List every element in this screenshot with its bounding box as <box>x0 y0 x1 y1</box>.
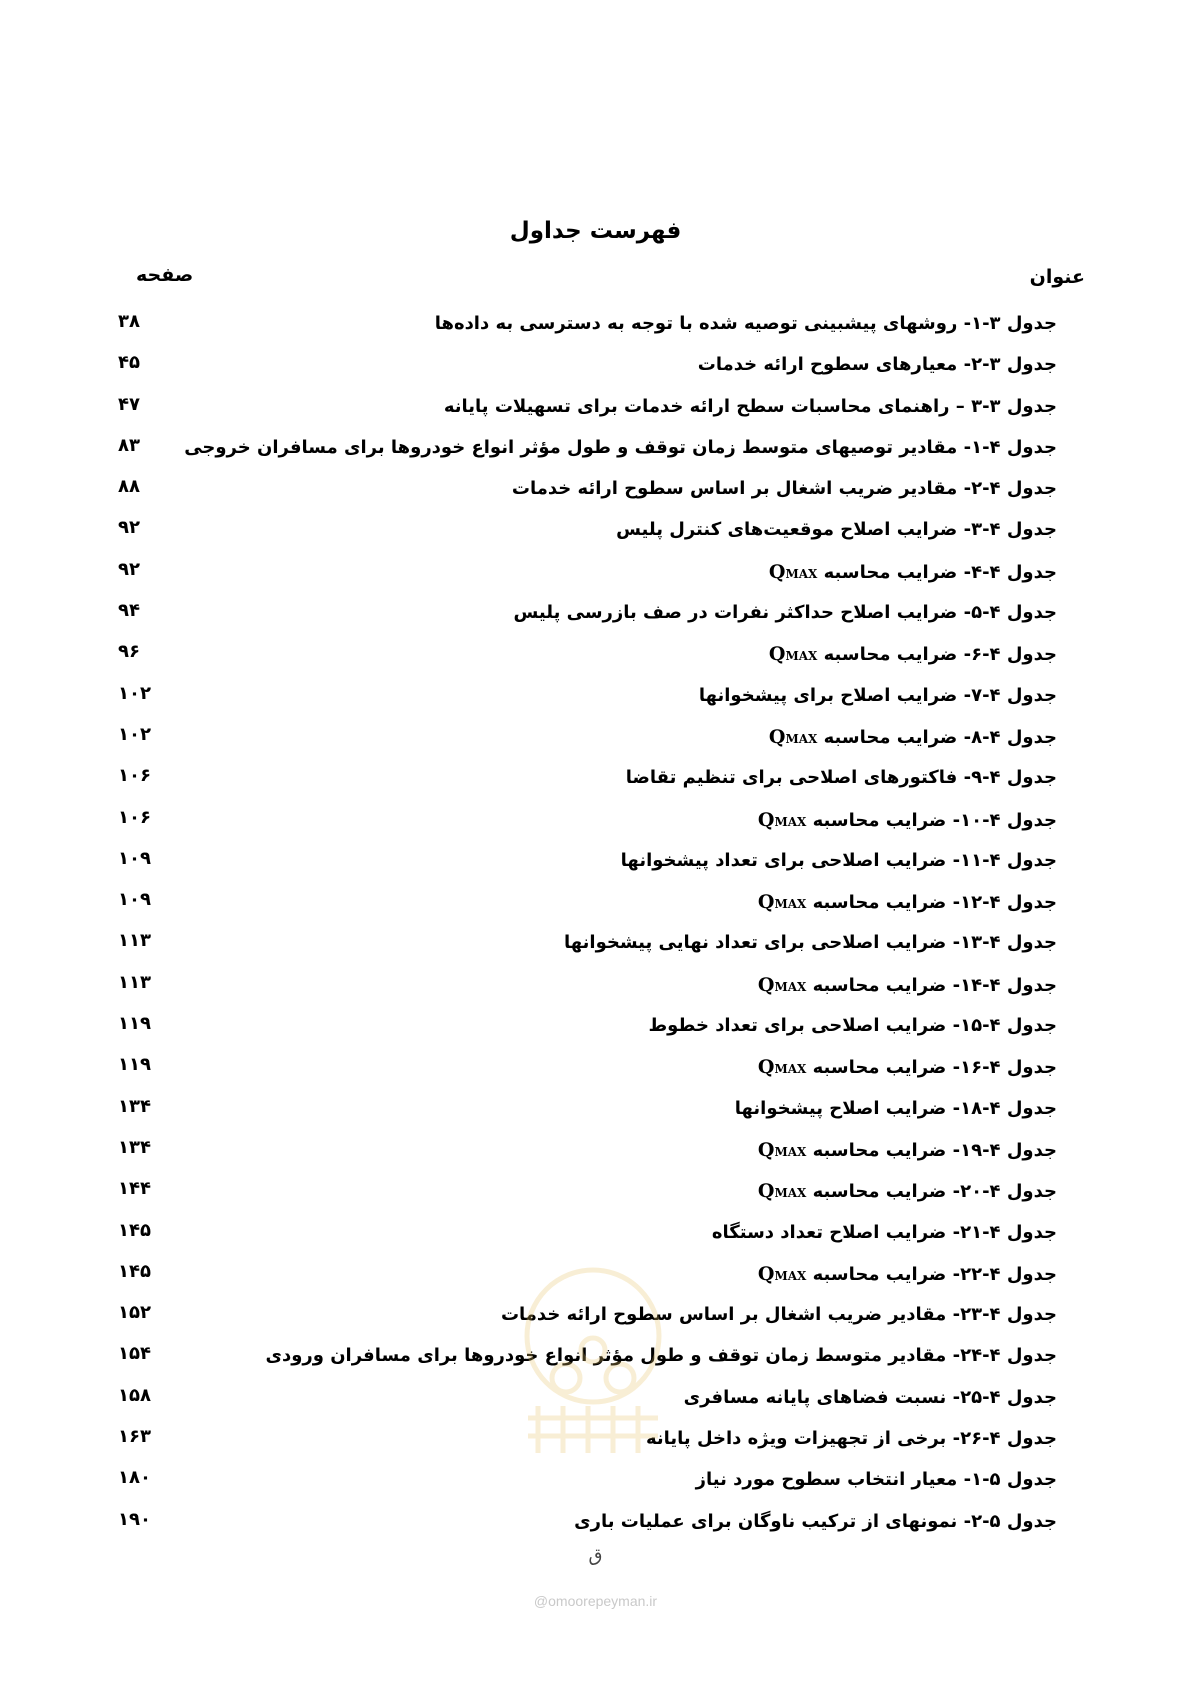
toc-entry-page: ۱۰۶ <box>118 806 151 828</box>
qmax-letter: Q <box>768 560 786 583</box>
toc-entry-text: روشهای پیشبینی توصیه شده با توجه به دسترسی به داده‌ها <box>434 313 958 334</box>
qmax-subscript: MAX <box>785 731 818 746</box>
toc-entry-text: ضرایب محاسبه <box>812 1057 947 1079</box>
toc-entry[interactable] <box>118 801 1057 842</box>
toc-entry-page: ۱۸۰ <box>118 1467 151 1489</box>
toc-entry-text: فاکتورهای اصلاحی برای تنظیم تقاضا <box>625 767 958 789</box>
toc-entry-title <box>712 1218 1057 1248</box>
toc-entry-title <box>769 722 1057 754</box>
qmax-subscript: MAX <box>774 1186 807 1201</box>
toc-entry[interactable] <box>118 1379 1057 1420</box>
toc-entry-page: ۹۲ <box>118 517 140 539</box>
toc-entry[interactable] <box>118 1090 1057 1131</box>
toc-entry[interactable] <box>118 1172 1057 1213</box>
toc-entry-prefix: جدول ۴-۵- <box>957 602 1057 624</box>
toc-entry-text: ضرایب اصلاحی برای تعداد پیشخوانها <box>620 849 947 871</box>
toc-entry[interactable] <box>118 1296 1057 1337</box>
toc-entry-title <box>648 1011 1057 1041</box>
qmax-subscript: MAX <box>774 814 807 829</box>
toc-entry[interactable] <box>118 1337 1057 1378</box>
toc-entry-page: ۱۰۶ <box>118 765 151 787</box>
toc-entry-text: ضرایب محاسبه <box>812 892 947 914</box>
toc-entry-prefix: جدول ۴-۶- <box>957 644 1057 666</box>
qmax-letter: Q <box>768 643 786 666</box>
toc-entry-prefix: جدول ۴-۴- <box>957 561 1057 583</box>
toc-entry[interactable] <box>118 429 1057 470</box>
toc-entry-title <box>616 515 1057 545</box>
qmax-letter: Q <box>757 808 775 831</box>
qmax-symbol <box>758 887 806 919</box>
toc-entry-text: ضرایب محاسبه <box>823 726 958 748</box>
toc-entry-page: ۱۱۳ <box>118 930 151 952</box>
toc-entry-prefix: جدول ۴-۱۹- <box>946 1139 1057 1161</box>
toc-entry-text: راهنمای محاسبات سطح ارائه خدمات برای تسهیلات پایانه <box>443 395 950 417</box>
qmax-subscript: MAX <box>785 566 818 581</box>
toc-entry-prefix: جدول ۴-۲۵- <box>946 1386 1057 1408</box>
toc-entry-text: مقادیر ضریب اشغال بر اساس سطوح ارائه خدمات <box>511 478 958 500</box>
toc-entry-title <box>646 1424 1057 1454</box>
toc-entry[interactable] <box>118 1214 1057 1255</box>
qmax-symbol <box>769 557 817 589</box>
toc-entry-page: ۴۵ <box>118 352 140 374</box>
qmax-letter: Q <box>768 725 786 748</box>
toc-entry-prefix: جدول ۴-۱۵- <box>946 1015 1057 1037</box>
toc-entry-title <box>564 928 1057 958</box>
toc-entry-title <box>184 433 1057 463</box>
toc-entry-title <box>769 557 1057 589</box>
toc-entry[interactable] <box>118 1255 1057 1296</box>
toc-entry-prefix: جدول ۴-۲۶- <box>946 1428 1057 1450</box>
toc-entry[interactable] <box>118 346 1057 387</box>
toc-entry-page: ۱۴۴ <box>118 1178 151 1200</box>
toc-entry-text: مقادیر متوسط زمان توقف و طول مؤثر انواع خودروها برای مسافران ورودی <box>265 1345 947 1367</box>
table-of-tables-list <box>118 305 1057 1544</box>
toc-entry-prefix: جدول ۴-۷- <box>957 684 1057 706</box>
toc-entry-page: ۱۱۹ <box>118 1013 151 1035</box>
qmax-symbol <box>769 722 817 754</box>
toc-entry-page: ۱۴۵ <box>118 1260 151 1282</box>
toc-entry[interactable] <box>118 1131 1057 1172</box>
toc-entry-text: ضرایب اصلاح موقعیت‌های کنترل پلیس <box>616 519 958 541</box>
toc-entry[interactable] <box>118 718 1057 759</box>
toc-entry-title <box>265 1341 1057 1371</box>
toc-entry-text: معیارهای سطوح ارائه خدمات <box>697 354 958 376</box>
qmax-symbol <box>758 805 806 837</box>
toc-entry-title <box>435 309 1057 339</box>
toc-entry-text: نمونهای از ترکیب ناوگان برای عملیات باری <box>574 1510 958 1532</box>
toc-entry-title <box>501 1300 1057 1330</box>
toc-entry-title <box>621 846 1057 876</box>
toc-entry-text: ضرایب اصلاح تعداد دستگاه <box>711 1221 947 1243</box>
toc-entry-page: ۱۳۴ <box>118 1136 151 1158</box>
toc-entry-text: ضرایب محاسبه <box>812 974 947 996</box>
toc-entry-page: ۱۶۳ <box>118 1426 151 1448</box>
toc-entry[interactable] <box>118 1503 1057 1544</box>
toc-entry-page: ۱۹۰ <box>118 1508 151 1530</box>
toc-entry[interactable] <box>118 759 1057 800</box>
toc-entry-page: ۴۷ <box>118 393 140 415</box>
toc-entry-prefix: جدول ۴-۳- <box>957 519 1057 541</box>
qmax-subscript: MAX <box>774 897 807 912</box>
toc-entry-page: ۸۳ <box>118 434 140 456</box>
toc-entry-prefix: جدول ۴-۱۸- <box>946 1097 1057 1119</box>
toc-entry-page: ۱۳۴ <box>118 1095 151 1117</box>
toc-entry-prefix: جدول ۴-۲۲- <box>946 1263 1057 1285</box>
toc-entry-text: نسبت فضاهای پایانه مسافری <box>683 1386 947 1408</box>
toc-entry-title <box>626 763 1057 793</box>
toc-entry[interactable] <box>118 594 1057 635</box>
toc-entry-prefix: جدول ۴-۹- <box>957 767 1057 789</box>
toc-entry-prefix: جدول ۴-۲۰- <box>946 1181 1057 1203</box>
site-url-watermark: @omoorepeyman.ir <box>533 1593 658 1609</box>
toc-entry-page: ۹۲ <box>118 558 140 580</box>
toc-entry-text: برخی از تجهیزات ویژه داخل پایانه <box>645 1428 947 1450</box>
toc-entry-title <box>699 681 1057 711</box>
page-number: ق <box>588 1545 603 1566</box>
toc-entry-title <box>758 805 1057 837</box>
toc-entry-page: ۱۰۹ <box>118 847 151 869</box>
qmax-symbol <box>758 970 806 1002</box>
toc-entry-title <box>769 639 1057 671</box>
toc-entry-prefix: جدول ۴-۱- <box>957 436 1057 458</box>
qmax-letter: Q <box>757 1138 775 1161</box>
toc-entry-page: ۹۴ <box>118 600 140 622</box>
toc-entry-prefix: جدول ۴-۱۰- <box>946 809 1057 831</box>
toc-entry-page: ۳۸ <box>118 311 140 332</box>
toc-entry-prefix: جدول ۴-۲۱- <box>946 1221 1057 1243</box>
qmax-letter: Q <box>757 891 775 914</box>
toc-entry-prefix: جدول ۴-۲۴- <box>946 1345 1057 1367</box>
toc-entry-prefix: جدول ۴-۲۳- <box>946 1304 1057 1326</box>
toc-entry-text: مقادیر توصیهای متوسط زمان توقف و طول مؤثر انواع خودروها برای مسافران خروجی <box>184 436 958 458</box>
toc-entry-page: ۱۰۹ <box>118 889 151 911</box>
qmax-subscript: MAX <box>774 1268 807 1283</box>
toc-entry-title <box>758 887 1057 919</box>
toc-entry-text: ضرایب محاسبه <box>823 561 958 583</box>
toc-entry[interactable] <box>118 1048 1057 1089</box>
toc-entry-prefix: جدول ۴-۱۲- <box>946 892 1057 914</box>
toc-entry-page: ۱۰۲ <box>118 723 151 745</box>
toc-entry-text: ضرایب محاسبه <box>812 1263 947 1285</box>
toc-entry-text: ضرایب اصلاح حداکثر نفرات در صف بازرسی پلیس <box>513 602 958 624</box>
toc-entry-prefix: جدول ۴-۱۳- <box>946 932 1057 954</box>
toc-entry-page: ۱۵۸ <box>118 1384 151 1406</box>
toc-entry-title <box>735 1094 1057 1124</box>
toc-entry[interactable] <box>118 470 1057 511</box>
toc-entry[interactable] <box>118 883 1057 924</box>
toc-entry-text: ضرایب محاسبه <box>823 644 958 666</box>
qmax-symbol <box>769 639 817 671</box>
toc-entry-prefix: جدول ۴-۱۴- <box>946 974 1057 996</box>
toc-entry-text: مقادیر ضریب اشغال بر اساس سطوح ارائه خدمات <box>500 1304 947 1326</box>
toc-entry-page: ۹۶ <box>118 641 140 663</box>
toc-entry-title <box>758 970 1057 1002</box>
qmax-symbol <box>758 1052 806 1084</box>
toc-entry-text: ضرایب محاسبه <box>812 1181 947 1203</box>
toc-entry[interactable] <box>118 305 1057 346</box>
toc-entry-page: ۱۵۲ <box>118 1302 151 1324</box>
toc-entry-prefix: جدول ۴-۱۶- <box>946 1057 1057 1079</box>
toc-entry[interactable] <box>118 1461 1057 1502</box>
column-title-label: عنوان <box>1029 266 1085 288</box>
toc-entry[interactable] <box>118 1420 1057 1461</box>
qmax-subscript: MAX <box>785 649 818 664</box>
qmax-letter: Q <box>757 1262 775 1285</box>
toc-entry-prefix: جدول ۵-۲- <box>957 1510 1057 1532</box>
toc-entry-page: ۸۸ <box>118 476 140 498</box>
toc-entry-prefix: جدول ۳-۲- <box>957 354 1057 376</box>
toc-entry[interactable] <box>118 842 1057 883</box>
toc-entry-prefix: جدول ۴-۲- <box>957 478 1057 500</box>
toc-entry-page: ۱۴۵ <box>118 1219 151 1241</box>
toc-entry-title <box>758 1259 1057 1291</box>
toc-entry-text: ضرایب اصلاح پیشخوانها <box>734 1097 947 1119</box>
toc-entry[interactable] <box>118 511 1057 552</box>
column-header-row <box>118 262 1085 292</box>
toc-entry-page: ۱۱۳ <box>118 971 151 993</box>
qmax-subscript: MAX <box>774 1062 807 1077</box>
toc-entry[interactable] <box>118 966 1057 1007</box>
toc-entry-text: معیار انتخاب سطوح مورد نیاز <box>695 1469 958 1491</box>
toc-entry[interactable] <box>118 1007 1057 1048</box>
toc-entry-page: ۱۵۴ <box>118 1343 151 1365</box>
toc-entry[interactable] <box>118 388 1057 429</box>
toc-entry-text: ضرایب اصلاحی برای تعداد نهایی پیشخوانها <box>564 932 947 954</box>
toc-entry-title <box>696 1465 1057 1495</box>
toc-entry-title <box>758 1176 1057 1208</box>
toc-entry-title <box>574 1507 1057 1537</box>
toc-entry-page: ۱۰۲ <box>118 682 151 704</box>
toc-entry-prefix: جدول ۴-۸- <box>957 726 1057 748</box>
toc-entry-page: ۱۱۹ <box>118 1054 151 1076</box>
qmax-symbol <box>758 1176 806 1208</box>
qmax-letter: Q <box>757 1056 775 1079</box>
toc-entry-prefix: جدول ۳-۳ – <box>949 395 1057 417</box>
toc-entry-text: ضرایب محاسبه <box>812 809 947 831</box>
toc-entry-prefix: جدول ۵-۱- <box>957 1469 1057 1491</box>
toc-entry[interactable] <box>118 677 1057 718</box>
toc-entry[interactable] <box>118 635 1057 676</box>
toc-entry[interactable] <box>118 553 1057 594</box>
toc-entry-title <box>758 1135 1057 1167</box>
qmax-subscript: MAX <box>774 979 807 994</box>
toc-entry-title <box>698 350 1057 380</box>
toc-entry[interactable] <box>118 924 1057 965</box>
toc-entry-text: ضرایب محاسبه <box>812 1139 947 1161</box>
toc-entry-title <box>444 392 1057 422</box>
toc-entry-title <box>512 474 1057 504</box>
toc-entry-title <box>758 1052 1057 1084</box>
toc-entry-prefix: جدول ۴-۱۱- <box>946 849 1057 871</box>
qmax-symbol <box>758 1259 806 1291</box>
toc-entry-text: ضرایب اصلاحی برای تعداد خطوط <box>648 1015 947 1037</box>
column-page-label: صفحه <box>136 264 194 286</box>
toc-entry-prefix: جدول ۳-۱- <box>957 313 1057 334</box>
qmax-symbol <box>758 1135 806 1167</box>
toc-entry-title <box>684 1383 1057 1413</box>
toc-entry-title <box>513 598 1057 628</box>
qmax-letter: Q <box>757 973 775 996</box>
toc-entry-text: ضرایب اصلاح برای پیشخوانها <box>698 684 958 706</box>
qmax-letter: Q <box>757 1180 775 1203</box>
qmax-subscript: MAX <box>774 1144 807 1159</box>
page-title: فهرست جداول <box>509 218 682 244</box>
